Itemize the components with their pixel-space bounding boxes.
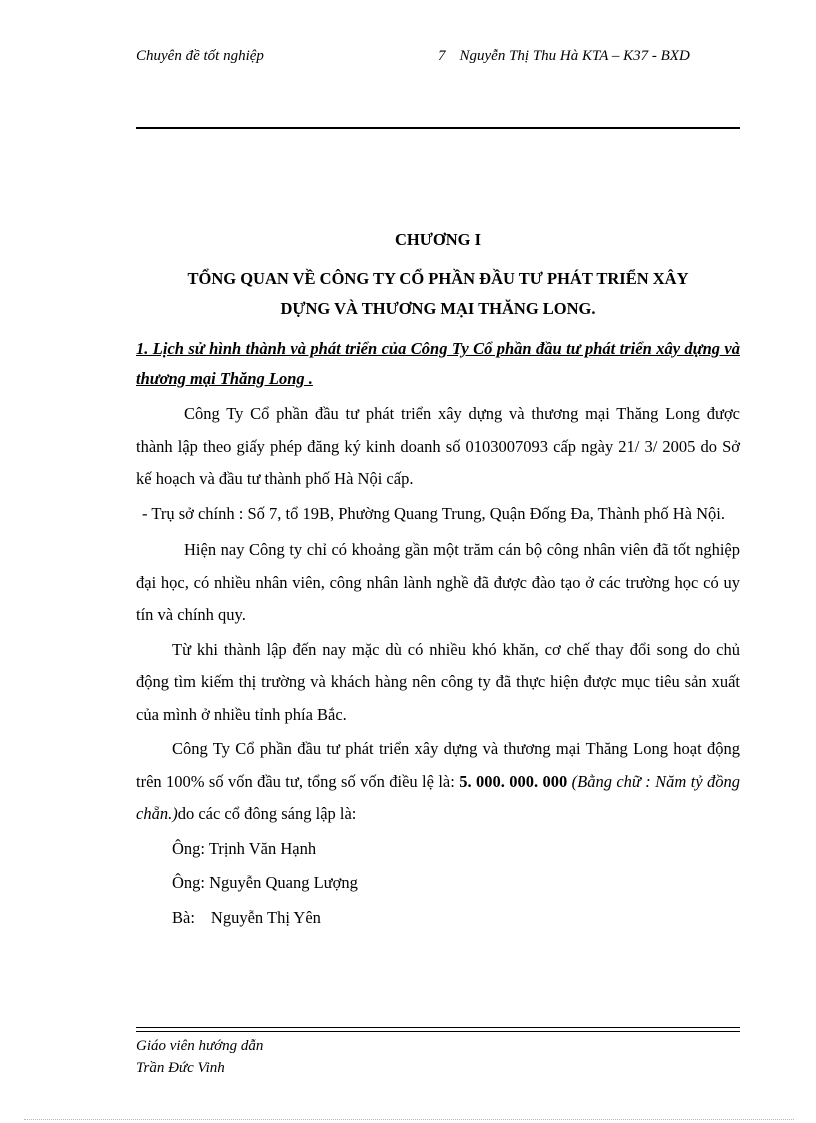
- header-right: [438, 48, 690, 65]
- capital-in-words: (Bằng chữ : Năm tỷ đồng chẵn.): [136, 771, 741, 823]
- paragraph-capital: [136, 733, 740, 831]
- capital-amount: 5. 000. 000. 000: [459, 771, 568, 791]
- chapter-title-line-1: TỔNG QUAN VỀ CÔNG TY CỔ PHẦN ĐẦU TƯ PHÁT TRIỂN XÂY: [187, 269, 689, 288]
- footer-supervisor-label: Giáo viên hướng dẫn: [136, 1038, 264, 1054]
- page-bottom-dotted-line: [24, 1119, 794, 1120]
- paragraph-history: Từ khi thành lập đến nay mặc dù có nhiều khó khăn, cơ chế thay đổi song do chủ động tìm kiếm thị trường và khách hàng nên công ty đã thực hiện được mục tiêu sản xuất của mình ở nhiều tỉnh phía Bắc.: [136, 639, 740, 724]
- founder-item: [136, 833, 740, 866]
- footer-divider-top: [136, 1027, 740, 1028]
- founder-item: [136, 902, 740, 935]
- section-heading: 1. Lịch sử hình thành và phát triển của Công Ty Cổ phần đầu tư phát triển xây dựng và thương mại Thăng Long .: [136, 339, 740, 388]
- page-number: 7: [438, 48, 446, 64]
- header-divider: [136, 127, 740, 129]
- header-author: Nguyễn Thị Thu Hà KTA – K37 - BXD: [459, 48, 690, 64]
- founder-title: Ông:: [172, 838, 205, 858]
- founder-title: Ông:: [172, 873, 205, 892]
- footer-supervisor-name: Trần Đức Vinh: [136, 1060, 225, 1076]
- page-header: [136, 48, 740, 70]
- footer-divider-bottom: [136, 1031, 740, 1032]
- paragraph-headquarters: - Trụ sở chính : Số 7, tổ 19B, Phường Quang Trung, Quận Đống Đa, Thành phố Hà Nội.: [142, 503, 725, 523]
- founder-name: Trịnh Văn Hạnh: [208, 838, 317, 858]
- paragraph-staff: Hiện nay Công ty chỉ có khoảng gần một trăm cán bộ công nhân viên đã tốt nghiệp đại học, có nhiều nhân viên, công nhân lành nghề đã được đào tạo ở các trường học có uy tín và chính quy.: [136, 540, 740, 624]
- founder-name: Nguyễn Quang Lượng: [209, 873, 358, 892]
- capital-founders-intro: do các cổ đông sáng lập là:: [177, 804, 357, 823]
- founder-name: Nguyễn Thị Yên: [210, 907, 321, 927]
- header-left-title: Chuyên đề tốt nghiệp: [136, 48, 264, 64]
- page-footer: [136, 1035, 263, 1079]
- document-body: [136, 398, 740, 936]
- capital-text: Công Ty Cổ phần đầu tư phát triển xây dựng và thương mại Thăng Long hoạt động trên 100% số vốn đầu tư, tổng số vốn điều lệ là:: [136, 739, 740, 791]
- founder-title: Bà:: [172, 907, 195, 927]
- founder-item: [136, 867, 740, 900]
- chapter-heading: CHƯƠNG I: [394, 230, 481, 249]
- chapter-title: [136, 264, 740, 324]
- chapter-title-line-2: DỰNG VÀ THƯƠNG MẠI THĂNG LONG.: [280, 299, 596, 318]
- paragraph-founding: Công Ty Cổ phần đầu tư phát triển xây dựng và thương mại Thăng Long được thành lập theo giấy phép đăng ký kinh doanh số 0103007093 cấp ngày 21/ 3/ 2005 do Sở kế hoạch và đầu tư thành phố Hà Nội cấp.: [136, 404, 740, 488]
